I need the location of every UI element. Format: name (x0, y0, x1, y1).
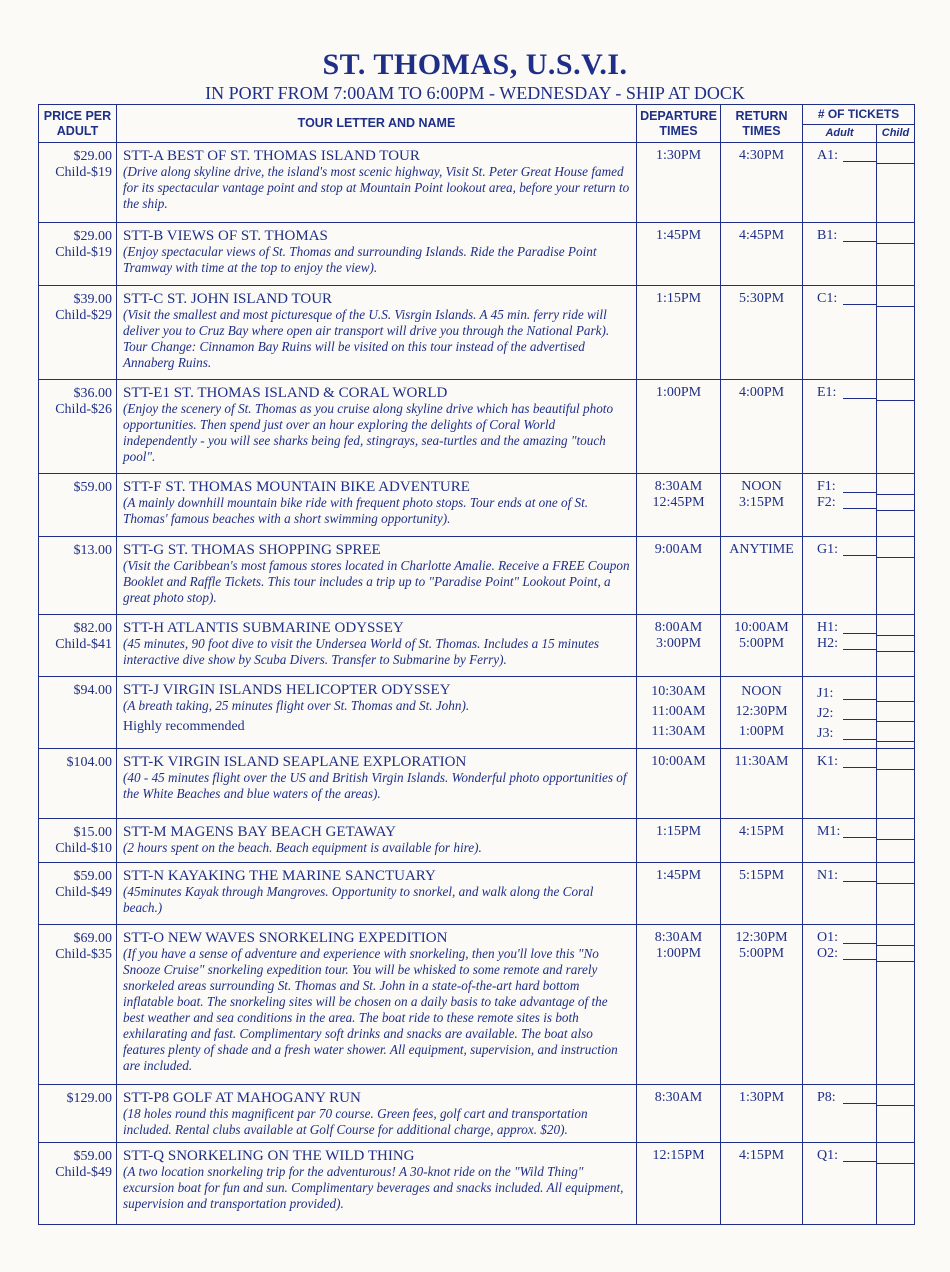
return-time: 11:30AM (734, 754, 789, 769)
ticket-entry (803, 148, 876, 164)
tour-name: STT-G ST. THOMAS SHOPPING SPREE (123, 542, 381, 558)
departure-time: 1:15PM (655, 824, 702, 839)
return-cell (721, 677, 803, 749)
return-time: 4:15PM (738, 824, 785, 839)
adult-tickets-cell (803, 380, 877, 474)
page-subtitle: IN PORT FROM 7:00AM TO 6:00PM - WEDNESDAY - SHIP AT DOCK (205, 83, 745, 103)
col-header-departure: DEPARTURE TIMES (637, 105, 721, 143)
departure-time: 3:00PM (655, 636, 702, 651)
ticket-entry (803, 479, 876, 495)
departure-cell (637, 143, 721, 223)
ticket-entry (803, 1090, 876, 1106)
ticket-code: O1: (817, 930, 838, 945)
child-tickets-cell (877, 380, 915, 474)
adult-price: $129.00 (66, 1091, 112, 1106)
return-cell (721, 1143, 803, 1225)
ticket-code: J2: (817, 706, 834, 721)
adult-ticket-blank[interactable] (843, 871, 876, 882)
child-ticket-blank[interactable] (877, 754, 914, 770)
table-row (39, 143, 915, 223)
departure-cell (637, 474, 721, 537)
ticket-code: F2: (817, 495, 836, 510)
adult-ticket-blank[interactable] (843, 729, 876, 740)
departure-cell (637, 223, 721, 286)
child-ticket-blank[interactable] (877, 824, 914, 840)
price-cell (39, 286, 117, 380)
departure-time: 12:15PM (652, 1148, 705, 1163)
table-row (39, 1085, 915, 1143)
adult-tickets-cell (803, 474, 877, 537)
tour-cell (117, 615, 637, 677)
tour-cell (117, 863, 637, 925)
adult-price: $15.00 (73, 825, 112, 840)
tour-description: (45 minutes, 90 foot dive to visit the Undersea World of St. Thomas. Includes a 15 minutes interactive dive show by Scuba Divers. Transfer to Submarine by Ferry). (123, 636, 600, 667)
tour-cell (117, 677, 637, 749)
departure-cell (637, 537, 721, 615)
departure-cell (637, 863, 721, 925)
tour-name: STT-Q SNORKELING ON THE WILD THING (123, 1148, 415, 1164)
adult-ticket-blank[interactable] (843, 757, 876, 768)
ticket-code: N1: (817, 868, 838, 883)
adult-tickets-cell (803, 863, 877, 925)
return-cell (721, 615, 803, 677)
child-ticket-blank[interactable] (877, 702, 914, 722)
tour-description: (Visit the smallest and most picturesque of the U.S. Visrgin Islands. A 45 min. ferry ride will deliver you to Cruz Bay where open air transport will drive you through the National Park). Tour Change: Cinnamon Bay Ruins will be visited on this tour instead of the advertised Annaberg Ruins. (123, 307, 610, 370)
return-cell (721, 1085, 803, 1143)
adult-tickets-cell (803, 537, 877, 615)
tour-cell (117, 1085, 637, 1143)
return-time: 5:15PM (738, 868, 785, 883)
child-tickets-cell (877, 863, 915, 925)
adult-price: $36.00 (73, 386, 112, 401)
tour-description: (Enjoy spectacular views of St. Thomas and surrounding Islands. Ride the Paradise Point Tramway with time at the top to enjoy the view). (123, 244, 597, 275)
ticket-code: B1: (817, 228, 838, 243)
ticket-code: C1: (817, 291, 838, 306)
return-cell (721, 819, 803, 863)
adult-price: $59.00 (73, 480, 112, 495)
child-tickets-cell (877, 143, 915, 223)
price-cell (39, 380, 117, 474)
departure-time: 8:30AM (654, 930, 703, 945)
child-tickets-cell (877, 286, 915, 380)
ticket-entry (803, 682, 876, 702)
departure-cell (637, 286, 721, 380)
table-row (39, 380, 915, 474)
child-ticket-blank[interactable] (877, 946, 914, 962)
return-time: 1:30PM (738, 1090, 785, 1105)
tour-name: STT-O NEW WAVES SNORKELING EXPEDITION (123, 930, 448, 946)
col-header-tickets: # OF TICKETS (803, 105, 915, 125)
return-time: 3:15PM (738, 495, 785, 510)
departure-time: 12:45PM (652, 495, 705, 510)
child-price: Child-$29 (55, 308, 112, 323)
return-time: 4:00PM (738, 385, 785, 400)
child-ticket-blank[interactable] (877, 722, 914, 742)
adult-ticket-blank[interactable] (843, 294, 876, 305)
ticket-code: F1: (817, 479, 836, 494)
tour-description: (2 hours spent on the beach. Beach equipment is available for hire). (123, 840, 482, 855)
adult-ticket-blank[interactable] (843, 639, 876, 650)
adult-price: $59.00 (73, 1149, 112, 1164)
departure-time: 11:30AM (651, 724, 706, 739)
return-time: NOON (741, 684, 782, 699)
ticket-code: J1: (817, 686, 834, 701)
child-price: Child-$10 (55, 841, 112, 856)
adult-ticket-blank[interactable] (843, 623, 876, 634)
tour-name: STT-F ST. THOMAS MOUNTAIN BIKE ADVENTURE (123, 479, 470, 495)
ticket-entry (803, 722, 876, 742)
adult-tickets-cell (803, 286, 877, 380)
return-time: 5:00PM (738, 636, 785, 651)
tour-name: STT-M MAGENS BAY BEACH GETAWAY (123, 824, 396, 840)
departure-time: 1:00PM (655, 946, 702, 961)
price-cell (39, 863, 117, 925)
tour-cell (117, 143, 637, 223)
col-header-child: Child (877, 125, 915, 143)
child-tickets-cell (877, 223, 915, 286)
col-header-tour: TOUR LETTER AND NAME (117, 105, 637, 143)
return-cell (721, 286, 803, 380)
adult-price: $29.00 (73, 229, 112, 244)
adult-tickets-cell (803, 749, 877, 819)
departure-cell (637, 1143, 721, 1225)
adult-ticket-blank[interactable] (843, 231, 876, 242)
adult-price: $104.00 (66, 755, 112, 770)
departure-time: 10:30AM (651, 684, 706, 699)
adult-tickets-cell (803, 819, 877, 863)
return-cell (721, 925, 803, 1085)
child-ticket-blank[interactable] (877, 1148, 914, 1164)
price-cell (39, 223, 117, 286)
tours-table (38, 104, 915, 1225)
return-time: 4:30PM (738, 148, 785, 163)
tour-cell (117, 474, 637, 537)
price-cell (39, 537, 117, 615)
return-cell (721, 863, 803, 925)
return-time: 12:30PM (735, 704, 788, 719)
departure-cell (637, 615, 721, 677)
tour-name: STT-J VIRGIN ISLANDS HELICOPTER ODYSSEY (123, 682, 451, 698)
ticket-code: H1: (817, 620, 838, 635)
page-title: ST. THOMAS, U.S.V.I. (322, 48, 628, 81)
child-ticket-blank[interactable] (877, 479, 914, 495)
departure-time: 11:00AM (651, 704, 706, 719)
departure-cell (637, 925, 721, 1085)
child-ticket-blank[interactable] (877, 542, 914, 558)
adult-tickets-cell (803, 925, 877, 1085)
tour-description: (40 - 45 minutes flight over the US and British Virgin Islands. Wonderful photo opportunities of the White Beaches and blue waters of the areas). (123, 770, 627, 801)
ticket-entry (803, 228, 876, 244)
departure-time: 10:00AM (651, 754, 706, 769)
ticket-code: Q1: (817, 1148, 838, 1163)
adult-ticket-blank[interactable] (843, 545, 876, 556)
child-ticket-blank[interactable] (877, 385, 914, 401)
tour-description: (45minutes Kayak through Mangroves. Opportunity to snorkel, and walk along the Coral beach.) (123, 884, 594, 915)
return-time: 5:30PM (738, 291, 785, 306)
departure-cell (637, 380, 721, 474)
adult-price: $59.00 (73, 869, 112, 884)
tour-description: (Enjoy the scenery of St. Thomas as you cruise along skyline drive which has beautiful photo opportunities. Then spend just over an hour exploring the delights of Coral World independently - you will see sharks being fed, stingrays, sea-turtles and the amazing "touch pool". (123, 401, 614, 464)
ticket-code: E1: (817, 385, 837, 400)
adult-ticket-blank[interactable] (843, 949, 876, 960)
adult-tickets-cell (803, 143, 877, 223)
return-time: NOON (741, 479, 782, 494)
departure-time: 1:45PM (655, 228, 702, 243)
table-row (39, 819, 915, 863)
ticket-entry (803, 620, 876, 636)
departure-cell (637, 677, 721, 749)
child-ticket-blank[interactable] (877, 1090, 914, 1106)
adult-tickets-cell (803, 223, 877, 286)
return-cell (721, 223, 803, 286)
price-cell (39, 615, 117, 677)
departure-cell (637, 749, 721, 819)
tour-description: (Drive along skyline drive, the island's most scenic highway, Visit St. Peter Great House famed for its spectacular vantage point and stop at Mountain Point lookout area, before your return to the ship. (123, 164, 630, 211)
ticket-code: G1: (817, 542, 838, 557)
ticket-entry (803, 1148, 876, 1164)
child-ticket-blank[interactable] (877, 682, 914, 702)
ticket-entry (803, 930, 876, 946)
adult-price: $13.00 (73, 543, 112, 558)
tour-cell (117, 819, 637, 863)
tour-cell (117, 380, 637, 474)
child-price: Child-$35 (55, 947, 112, 962)
table-row (39, 1143, 915, 1225)
tour-cell (117, 537, 637, 615)
return-cell (721, 380, 803, 474)
ticket-entry (803, 824, 876, 840)
tour-description: (A breath taking, 25 minutes flight over St. Thomas and St. John). (123, 698, 470, 713)
table-row (39, 537, 915, 615)
child-price: Child-$26 (55, 402, 112, 417)
price-cell (39, 677, 117, 749)
departure-cell (637, 1085, 721, 1143)
ticket-code: J3: (817, 726, 834, 741)
tour-name: STT-K VIRGIN ISLAND SEAPLANE EXPLORATION (123, 754, 467, 770)
child-ticket-blank[interactable] (877, 868, 914, 884)
adult-ticket-blank[interactable] (843, 1151, 876, 1162)
tour-cell (117, 1143, 637, 1225)
tour-name: STT-B VIEWS OF ST. THOMAS (123, 228, 328, 244)
tour-name: STT-E1 ST. THOMAS ISLAND & CORAL WORLD (123, 385, 448, 401)
table-row (39, 474, 915, 537)
ticket-code: P8: (817, 1090, 836, 1105)
child-price: Child-$49 (55, 885, 112, 900)
price-cell (39, 819, 117, 863)
tour-cell (117, 749, 637, 819)
child-tickets-cell (877, 1085, 915, 1143)
child-price: Child-$49 (55, 1165, 112, 1180)
return-time: 12:30PM (735, 930, 788, 945)
return-time: 5:00PM (738, 946, 785, 961)
adult-price: $82.00 (73, 621, 112, 636)
price-cell (39, 474, 117, 537)
tour-description: (If you have a sense of adventure and experience with snorkeling, then you'll love this "No Snooze Cruise" snorkeling expedition tour. You will be whisked to some remote and rarely snorkeled areas surrounding St. Thomas and St. John in a state-of-the-art hard bottom inflatable boat. The snorkeling sites will be chosen on a daily basis to take advantage of the best weather and sea conditions in the area. The boat ride to these remote sites is both exhilarating and fast. Complimentary soft drinks and snacks are available. The boat also features plenty of shade and a fresh water shower. All equipment, supervision, and instruction are included. (123, 946, 618, 1073)
child-ticket-blank[interactable] (877, 148, 914, 164)
tour-name: STT-A BEST OF ST. THOMAS ISLAND TOUR (123, 148, 420, 164)
adult-ticket-blank[interactable] (843, 388, 876, 399)
child-tickets-cell (877, 925, 915, 1085)
ticket-entry (803, 542, 876, 558)
child-ticket-blank[interactable] (877, 291, 914, 307)
adult-price: $39.00 (73, 292, 112, 307)
tour-description: (Visit the Caribbean's most famous stores located in Charlotte Amalie. Receive a FREE Coupon Booklet and Raffle Tickets. This tour includes a trip up to "Paradise Point" Lookout Point, a great photo stop). (123, 558, 630, 605)
price-cell (39, 1143, 117, 1225)
tour-name: STT-H ATLANTIS SUBMARINE ODYSSEY (123, 620, 404, 636)
ticket-code: A1: (817, 148, 838, 163)
ticket-entry (803, 291, 876, 307)
price-cell (39, 925, 117, 1085)
col-header-price: PRICE PER ADULT (39, 105, 117, 143)
child-ticket-blank[interactable] (877, 930, 914, 946)
child-ticket-blank[interactable] (877, 636, 914, 652)
ticket-entry (803, 868, 876, 884)
ticket-entry (803, 385, 876, 401)
price-cell (39, 1085, 117, 1143)
return-time: 4:15PM (738, 1148, 785, 1163)
departure-time: 1:30PM (655, 148, 702, 163)
col-header-return: RETURN TIMES (721, 105, 803, 143)
child-tickets-cell (877, 474, 915, 537)
adult-tickets-cell (803, 1143, 877, 1225)
child-ticket-blank[interactable] (877, 495, 914, 511)
price-cell (39, 749, 117, 819)
ticket-code: K1: (817, 754, 838, 769)
departure-time: 9:00AM (654, 542, 703, 557)
child-tickets-cell (877, 537, 915, 615)
departure-time: 8:30AM (654, 1090, 703, 1105)
adult-ticket-blank[interactable] (843, 482, 876, 493)
tour-cell (117, 223, 637, 286)
col-header-adult: Adult (803, 125, 877, 143)
ticket-code: H2: (817, 636, 838, 651)
departure-time: 1:45PM (655, 868, 702, 883)
departure-time: 8:00AM (654, 620, 703, 635)
tour-name: STT-C ST. JOHN ISLAND TOUR (123, 291, 333, 307)
return-time: ANYTIME (729, 542, 794, 557)
departure-time: 1:15PM (655, 291, 702, 306)
return-time: 4:45PM (738, 228, 785, 243)
ticket-entry (803, 495, 876, 511)
table-row (39, 677, 915, 749)
return-cell (721, 143, 803, 223)
child-price: Child-$19 (55, 245, 112, 260)
ticket-entry (803, 754, 876, 770)
adult-tickets-cell (803, 1085, 877, 1143)
return-time: 1:00PM (738, 724, 785, 739)
ticket-code: M1: (817, 824, 841, 839)
adult-ticket-blank[interactable] (843, 827, 876, 838)
departure-time: 1:00PM (655, 385, 702, 400)
child-tickets-cell (877, 677, 915, 749)
adult-ticket-blank[interactable] (843, 689, 876, 700)
child-ticket-blank[interactable] (877, 620, 914, 636)
tour-name: STT-N KAYAKING THE MARINE SANCTUARY (123, 868, 436, 884)
adult-ticket-blank[interactable] (843, 151, 876, 162)
departure-cell (637, 819, 721, 863)
child-tickets-cell (877, 749, 915, 819)
tour-cell (117, 286, 637, 380)
tour-description: (A mainly downhill mountain bike ride with frequent photo stops. Tour ends at one of St. Thomas' famous beaches with a short swimming opportunity). (123, 495, 589, 526)
tour-cell (117, 925, 637, 1085)
child-price: Child-$41 (55, 637, 112, 652)
child-tickets-cell (877, 819, 915, 863)
table-row (39, 223, 915, 286)
adult-price: $29.00 (73, 149, 112, 164)
table-row (39, 286, 915, 380)
ticket-entry (803, 946, 876, 962)
return-time: 10:00AM (734, 620, 789, 635)
adult-tickets-cell (803, 677, 877, 749)
child-ticket-blank[interactable] (877, 228, 914, 244)
table-row (39, 615, 915, 677)
price-cell (39, 143, 117, 223)
adult-ticket-blank[interactable] (843, 709, 876, 720)
adult-tickets-cell (803, 615, 877, 677)
child-price: Child-$19 (55, 165, 112, 180)
ticket-entry (803, 702, 876, 722)
tour-name: STT-P8 GOLF AT MAHOGANY RUN (123, 1090, 361, 1106)
tour-description: (18 holes round this magnificent par 70 course. Green fees, golf cart and transportation included. Rental clubs available at Golf Course for additional charge, approx. $20). (123, 1106, 588, 1137)
tour-description: (A two location snorkeling trip for the adventurous! A 30-knot ride on the "Wild Thing" excursion boat for fun and sun. Complimentary beverages and snacks included. All equipment, supervision and transportation provided). (123, 1164, 624, 1211)
table-row (39, 863, 915, 925)
table-row (39, 925, 915, 1085)
ticket-code: O2: (817, 946, 838, 961)
adult-price: $94.00 (73, 683, 112, 698)
departure-time: 8:30AM (654, 479, 703, 494)
adult-ticket-blank[interactable] (843, 1093, 876, 1104)
child-tickets-cell (877, 1143, 915, 1225)
table-row (39, 749, 915, 819)
tour-note: Highly recommended (123, 719, 245, 734)
ticket-entry (803, 636, 876, 652)
adult-ticket-blank[interactable] (843, 498, 876, 509)
child-tickets-cell (877, 615, 915, 677)
return-cell (721, 474, 803, 537)
adult-ticket-blank[interactable] (843, 933, 876, 944)
adult-price: $69.00 (73, 931, 112, 946)
return-cell (721, 749, 803, 819)
return-cell (721, 537, 803, 615)
